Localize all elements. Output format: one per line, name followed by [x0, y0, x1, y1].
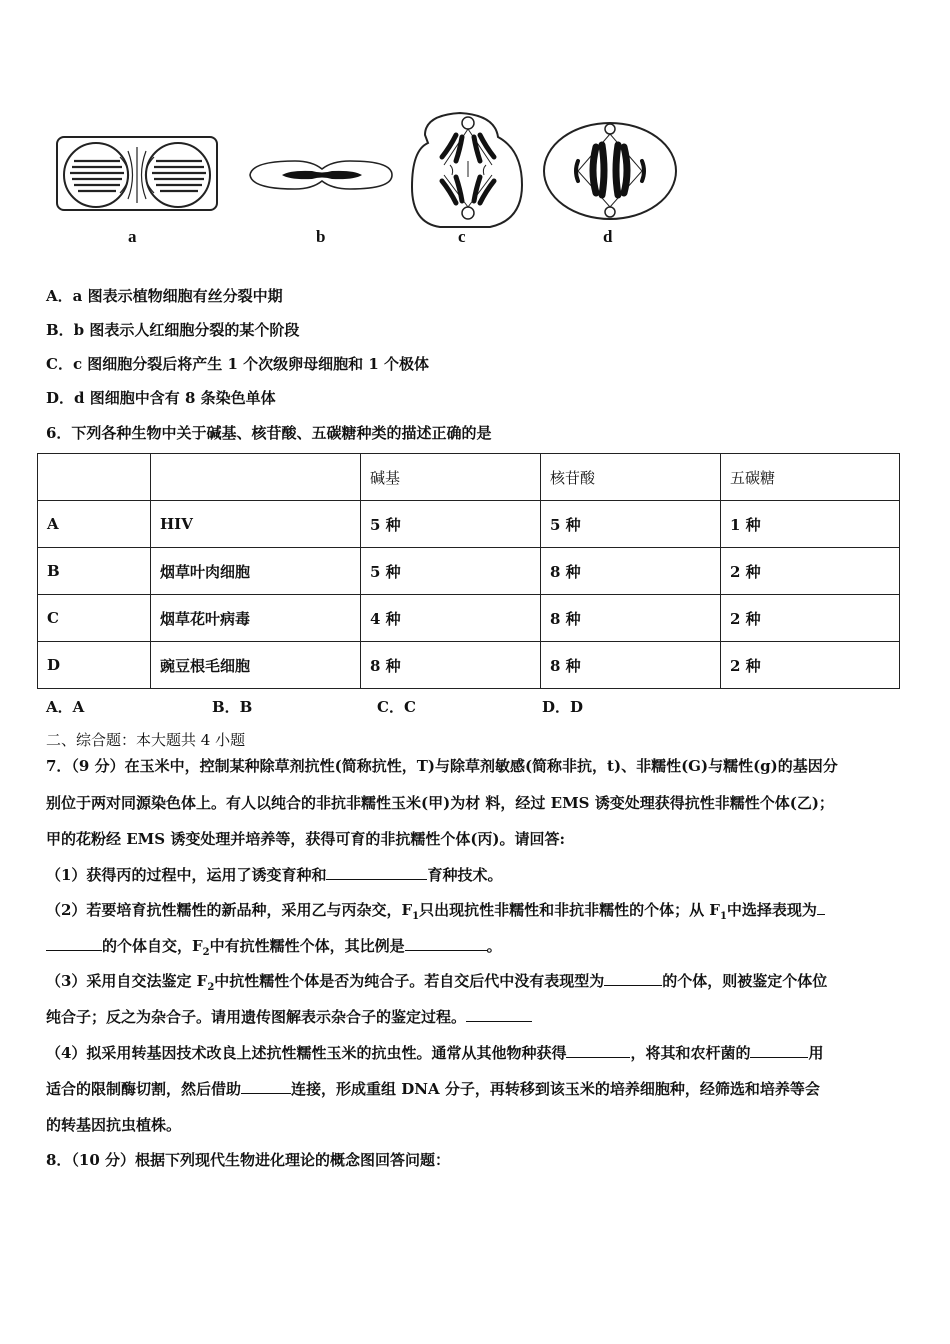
answer-blank[interactable]	[326, 864, 427, 880]
table-row	[38, 642, 900, 689]
table-header-cell: 碱基	[361, 454, 541, 501]
q5-option-c: C．c 图细胞分裂后将产生 1 个次级卵母细胞和 1 个极体	[46, 355, 430, 373]
q6-stem: 6．下列各种生物中关于碱基、核苷酸、五碳糖种类的描述正确的是	[46, 424, 492, 442]
figure-b-red-cell	[250, 161, 392, 189]
q6-table	[37, 453, 900, 689]
table-cell: 2 种	[721, 548, 900, 595]
table-cell: 5 种	[361, 548, 541, 595]
q6-option-b: B．B	[212, 698, 253, 716]
q7-line-3: 甲的花粉经 EMS 诱变处理并培养等，获得可育的非抗糯性个体(丙)。请回答:	[46, 830, 566, 848]
answer-blank[interactable]	[604, 970, 662, 986]
figure-c-dividing-cell	[412, 113, 522, 227]
table-cell: 2 种	[721, 595, 900, 642]
table-cell: 5 种	[361, 501, 541, 548]
figure-label-a: a	[128, 227, 137, 246]
figure-label-c: c	[458, 227, 466, 246]
table-row	[38, 501, 900, 548]
answer-blank[interactable]	[750, 1042, 808, 1058]
q7-part-1: （1）获得丙的过程中，运用了诱变育种和 育种技术。	[46, 866, 503, 884]
q6-option-a: A．A	[46, 698, 85, 716]
q6-option-d: D．D	[542, 698, 584, 716]
table-cell: C	[38, 595, 151, 642]
answer-blank[interactable]	[405, 935, 487, 951]
answer-blank[interactable]	[241, 1078, 291, 1094]
table-cell: 4 种	[361, 595, 541, 642]
q5-option-d: D．d 图细胞中含有 8 条染色单体	[46, 389, 276, 407]
table-cell: 5 种	[541, 501, 721, 548]
figure-label-b: b	[316, 227, 326, 246]
table-row	[38, 595, 900, 642]
table-row	[38, 548, 900, 595]
q7-part-2-line-1: （2）若要培育抗性糯性的新品种，采用乙与丙杂交，$F_1$只出现抗性非糯性和非抗非糯性的个体；从 $F_1$中选择表现为	[46, 899, 825, 927]
answer-blank[interactable]	[566, 1042, 630, 1058]
table-header-cell	[151, 454, 361, 501]
table-cell: 烟草花叶病毒	[151, 595, 361, 642]
q7-part-2-line-2: 的个体自交，$F_2$中有抗性糯性个体，其比例是 。	[46, 935, 502, 963]
answer-blank[interactable]	[46, 935, 102, 951]
answer-blank[interactable]	[466, 1006, 532, 1022]
q7-part-3-line-2: 纯合子；反之为杂合子。请用遗传图解表示杂合子的鉴定过程。	[46, 1006, 532, 1027]
table-cell: B	[38, 548, 151, 595]
table-header-cell: 五碳糖	[721, 454, 900, 501]
q8-stem: 8．（10 分）根据下列现代生物进化理论的概念图回答问题：	[46, 1151, 451, 1169]
table-cell: D	[38, 642, 151, 689]
q7-part-4-line-2: 适合的限制酶切割，然后借助 连接，形成重组 DNA 分子，再转移到该玉米的培养细胞种，经筛选和培养等会	[46, 1080, 820, 1098]
table-cell: 8 种	[541, 595, 721, 642]
table-cell: 豌豆根毛细胞	[151, 642, 361, 689]
table-cell: 1 种	[721, 501, 900, 548]
table-cell: 烟草叶肉细胞	[151, 548, 361, 595]
q6-option-c: C．C	[377, 698, 416, 716]
table-cell: 2 种	[721, 642, 900, 689]
q7-line-1: 7．（9 分）在玉米中，控制某种除草剂抗性(简称抗性，T)与除草剂敏感(简称非抗，t)、非糯性(G)与糯性(g)的基因分	[46, 757, 838, 775]
table-cell: 8 种	[541, 642, 721, 689]
answer-blank[interactable]	[817, 899, 825, 915]
table-cell: 8 种	[361, 642, 541, 689]
figure-d-metaphase-cell	[544, 123, 676, 219]
figure-label-d: d	[603, 227, 613, 246]
table-header-cell: 核苷酸	[541, 454, 721, 501]
q7-line-2: 别位于两对同源染色体上。有人以纯合的非抗非糯性玉米(甲)为材 料，经过 EMS 诱变处理获得抗性非糯性个体(乙)；	[46, 794, 834, 812]
q5-option-b: B．b 图表示人红细胞分裂的某个阶段	[46, 321, 300, 339]
q7-part-4-line-1: （4）拟采用转基因技术改良上述抗性糯性玉米的抗虫性。通常从其他物种获得 ，将其和农杆菌的 用	[46, 1044, 824, 1062]
table-header-cell	[38, 454, 151, 501]
q5-option-a: A．a 图表示植物细胞有丝分裂中期	[46, 287, 283, 305]
figure-a-plant-cell	[57, 137, 217, 210]
cell-division-figure	[50, 95, 690, 260]
section-title: 二、综合题：本大题共 4 小题	[46, 731, 246, 749]
q7-part-3-line-1: （3）采用自交法鉴定 $F_2$中抗性糯性个体是否为纯合子。若自交后代中没有表现型为 的个体，则被鉴定个体位	[46, 972, 828, 993]
table-header-row	[38, 454, 900, 501]
q7-part-4-line-3: 的转基因抗虫植株。	[46, 1116, 182, 1134]
table-cell: 8 种	[541, 548, 721, 595]
table-cell: A	[38, 501, 151, 548]
table-cell: HIV	[151, 501, 361, 548]
